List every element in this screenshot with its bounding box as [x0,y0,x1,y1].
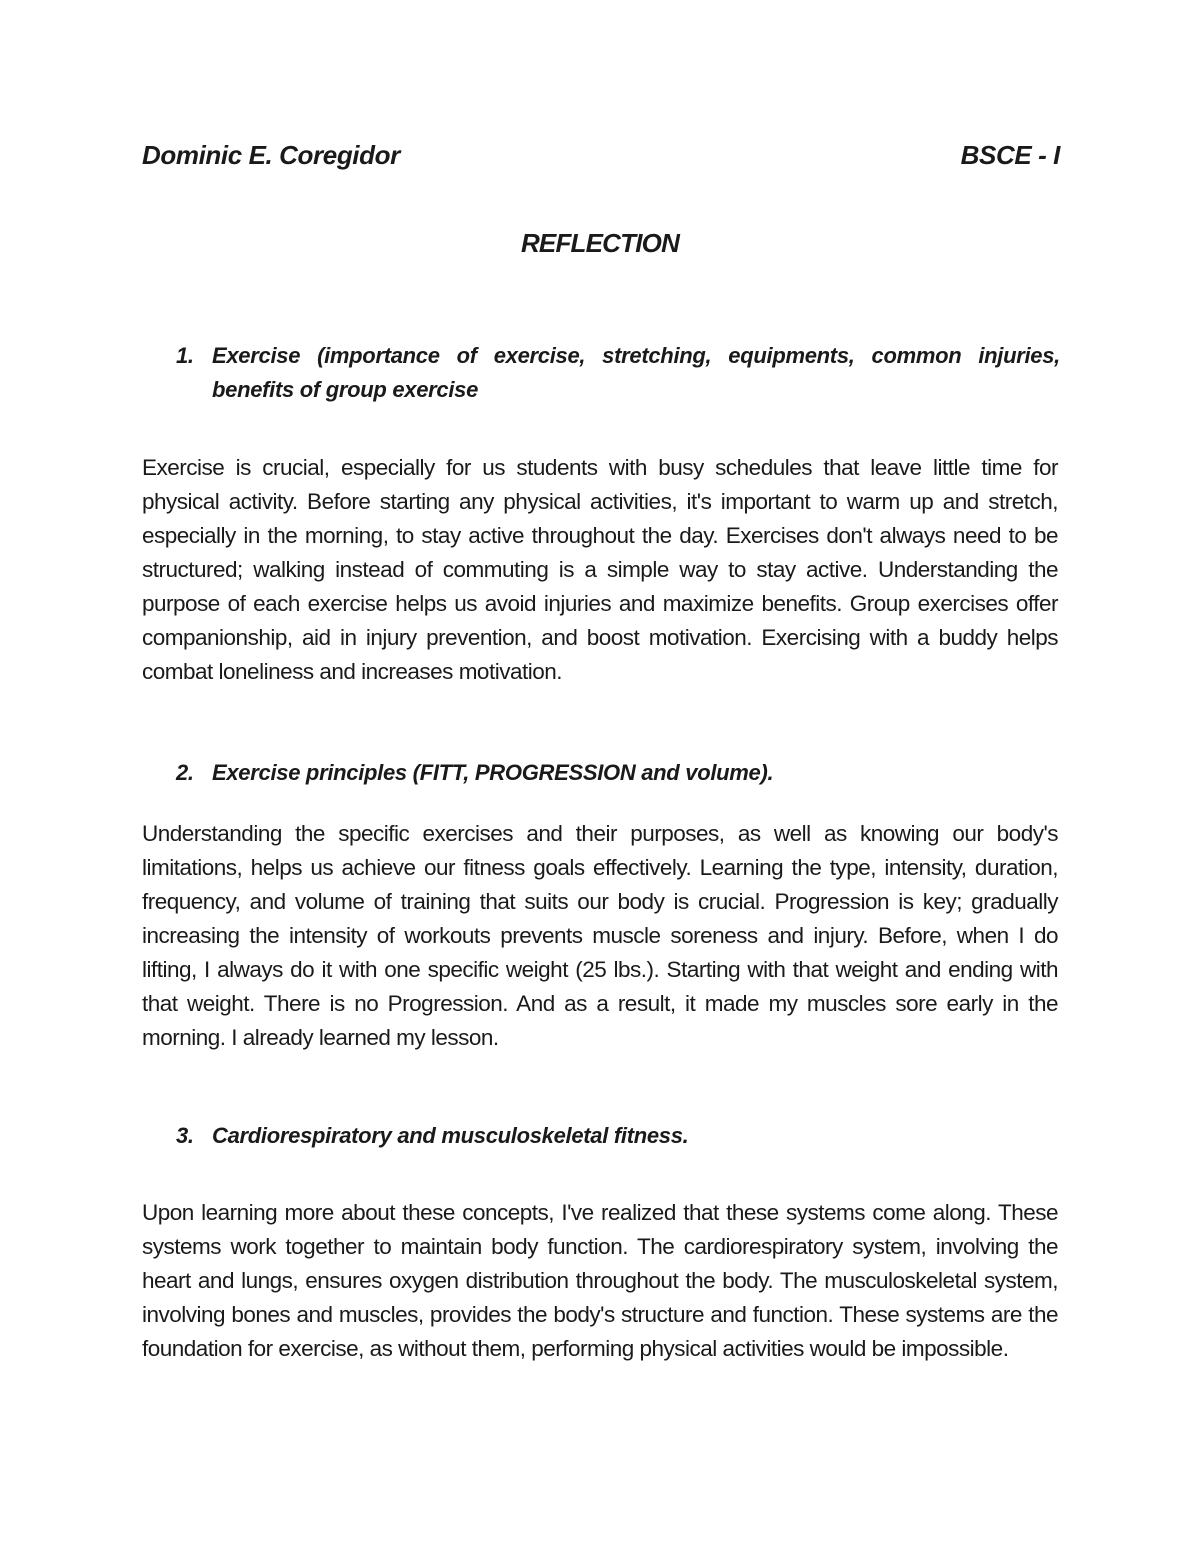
course-label: BSCE - I [960,140,1060,170]
section-number: 2. [176,760,194,785]
section-heading-3 [176,1119,1060,1153]
section-heading-2 [176,756,1060,790]
document-header [142,140,1060,180]
section-body-2: Understanding the specific exercises and their purposes, as well as knowing our body's limitations, helps us achieve our fitness goals effectively. Learning the type, intensity, duration, frequency, and volume of training that suits our body is crucial. Progression is key; gradually increasing the intensity of workouts prevents muscle soreness and injury. Before, when I do lifting, I always do it with one specific weight (25 lbs.). Starting with that weight and ending with that weight. There is no Progression. And as a result, it made my muscles sore early in the morning. I already learned my lesson. [142,821,1058,1050]
section-heading-1 [176,339,1060,407]
document-title: REFLECTION [520,228,680,258]
section-heading-text: Cardiorespiratory and musculoskeletal fitness. [212,1123,689,1148]
section-body-1: Exercise is crucial, especially for us students with busy schedules that leave little time for physical activity. Before starting any physical activities, it's important to warm up and stretch, especially in the morning, to stay active throughout the day. Exercises don't always need to be structured; walking instead of commuting is a simple way to stay active. Understanding the purpose of each exercise helps us avoid injuries and maximize benefits. Group exercises offer companionship, aid in injury prevention, and boost motivation. Exercising with a buddy helps combat loneliness and increases motivation. [142,455,1058,684]
section-heading-text: Exercise (importance of exercise, stretching, equipments, common injuries, benefits of group exercise [212,343,1060,402]
section-body-3: Upon learning more about these concepts, I've realized that these systems come along. These systems work together to maintain body function. The cardiorespiratory system, involving the heart and lungs, ensures oxygen distribution throughout the body. The musculoskeletal system, involving bones and muscles, provides the body's structure and function. These systems are the foundation for exercise, as without them, performing physical activities would be impossible. [142,1200,1058,1361]
section-number: 3. [176,1123,194,1148]
author-name: Dominic E. Coregidor [142,140,400,170]
section-number: 1. [176,343,194,368]
section-heading-text: Exercise principles (FITT, PROGRESSION and volume). [212,760,774,785]
